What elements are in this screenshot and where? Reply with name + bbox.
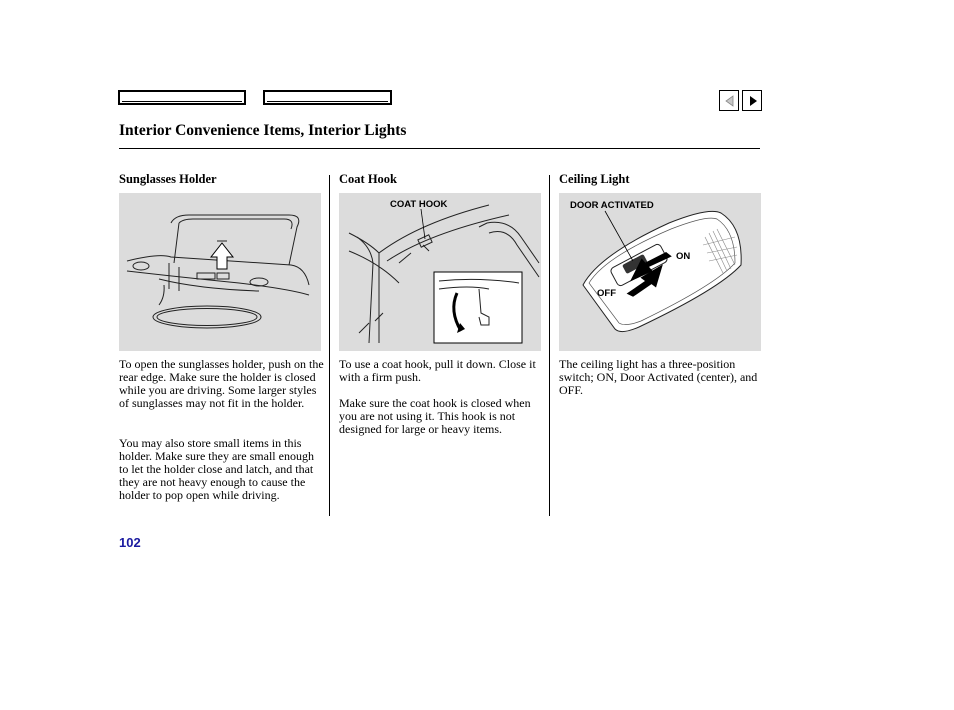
- coat-hook-illustration: [339, 193, 541, 351]
- section-heading-coat-hook: Coat Hook: [339, 172, 397, 186]
- next-page-button[interactable]: [742, 90, 762, 111]
- previous-page-button[interactable]: [719, 90, 739, 111]
- paragraph: To open the sunglasses holder, push on the rear edge. Make sure the holder is closed while you are driving. Some larger styles of sunglasses may not fit in the holder.: [119, 357, 324, 410]
- title-rule: [119, 148, 760, 149]
- column-divider: [549, 175, 550, 516]
- column-divider: [329, 175, 330, 516]
- paragraph: Make sure the coat hook is closed when you are not using it. This hook is not designed for large or heavy items.: [339, 396, 531, 436]
- figure-label-door-activated: DOOR ACTIVATED: [570, 200, 654, 211]
- left-triangle-icon: [720, 91, 740, 112]
- nav-index-button[interactable]: [263, 90, 392, 105]
- right-triangle-icon: [743, 91, 763, 112]
- page-title: Interior Convenience Items, Interior Lights: [119, 122, 407, 139]
- paragraph: You may also store small items in this holder. Make sure they are small enough to let the holder close and latch, and that they are not heavy enough to cause the holder to pop open while driving.: [119, 436, 314, 502]
- nav-main-menu-button[interactable]: [118, 90, 246, 105]
- paragraph: The ceiling light has a three-position switch; ON, Door Activated (center), and OFF.: [559, 357, 758, 397]
- ceiling-light-illustration: [559, 193, 761, 351]
- page-number: 102: [119, 535, 141, 550]
- figure-label-off: OFF: [597, 288, 616, 299]
- section-heading-ceiling-light: Ceiling Light: [559, 172, 630, 186]
- sunglasses-holder-illustration: [119, 193, 321, 351]
- figure-label-on: ON: [676, 251, 691, 262]
- paragraph: To use a coat hook, pull it down. Close it with a firm push.: [339, 357, 536, 384]
- section-heading-sunglasses-holder: Sunglasses Holder: [119, 172, 217, 186]
- figure-label-coat-hook: COAT HOOK: [390, 199, 448, 210]
